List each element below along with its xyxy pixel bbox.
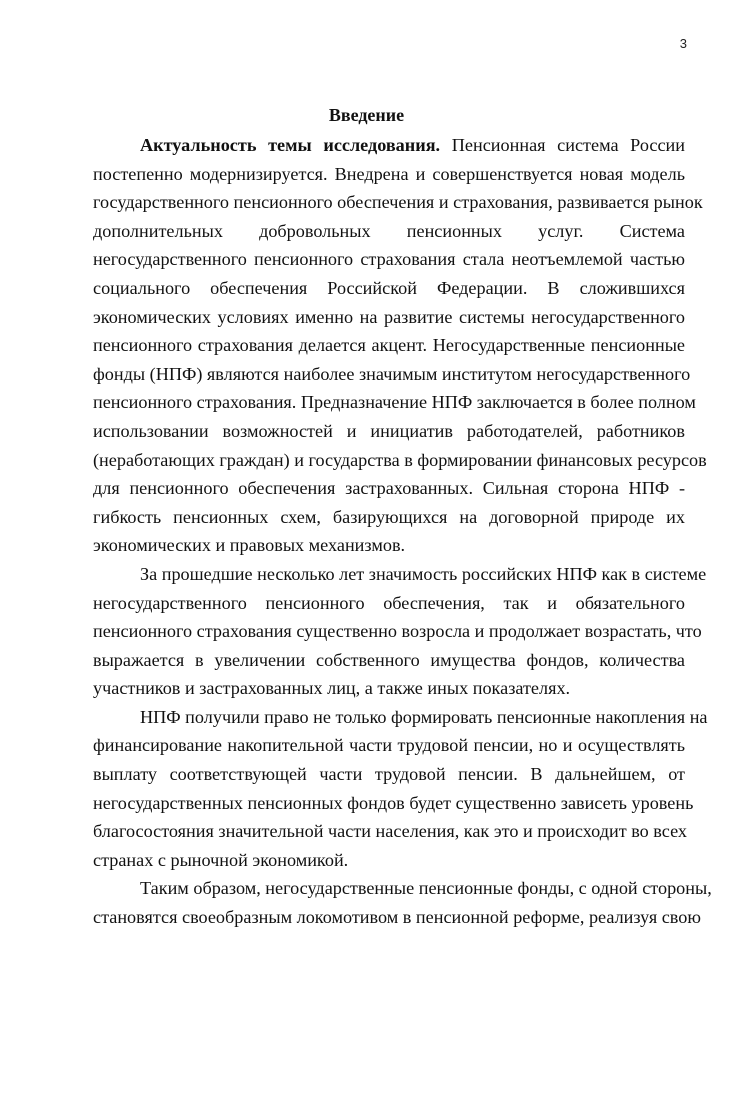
text-line: НПФ получили право не только формировать пенсионные накопления на — [140, 706, 708, 727]
text-line: социального обеспечения Российской Федерации. В сложившихся — [93, 277, 685, 298]
section-heading: Введение — [328, 105, 405, 125]
text-line: экономических и правовых механизмов. — [93, 535, 406, 556]
text-line: выплату соответствующей части трудовой пенсии. В дальнейшем, от — [93, 764, 685, 785]
text-line: использовании возможностей и инициатив работодателей, работников — [93, 420, 685, 441]
paragraph — [93, 874, 712, 931]
text-line: негосударственных пенсионных фондов будет существенно зависеть уровень — [93, 792, 694, 813]
text-line: участников и застрахованных лиц, а также иных показателях. — [93, 678, 571, 699]
paragraph — [93, 131, 707, 560]
text-line: негосударственного пенсионного страхования стала неотъемлемой частью — [93, 249, 685, 270]
text-line: За прошедшие несколько лет значимость российских НПФ как в системе — [140, 563, 707, 584]
text-line: становятся своеобразным локомотивом в пенсионной реформе, реализуя свою — [93, 907, 701, 928]
text-line: дополнительных добровольных пенсионных услуг. Система — [93, 220, 685, 241]
text-line: странах с рыночной экономикой. — [93, 849, 349, 870]
text-line: для пенсионного обеспечения застрахованных. Сильная сторона НПФ - — [93, 478, 685, 499]
paragraph — [93, 560, 707, 703]
text-line: постепенно модернизируется. Внедрена и совершенствуется новая модель — [93, 163, 685, 184]
text-line: благосостояния значительной части населения, как это и происходит во всех — [93, 821, 687, 842]
text-line: выражается в увеличении собственного имущества фондов, количества — [93, 649, 685, 670]
text-line: пенсионного страхования существенно возросла и продолжает возрастать, что — [93, 621, 702, 642]
text-fragment: Пенсионная система России — [440, 135, 685, 155]
text-line — [93, 131, 685, 160]
text-line: экономических условиях именно на развитие системы негосударственного — [93, 306, 685, 327]
text-line: государственного пенсионного обеспечения и страхования, развивается рынок — [93, 192, 703, 213]
text-line: пенсионного страхования. Предназначение НПФ заключается в более полном — [93, 392, 696, 413]
text-line: пенсионного страхования делается акцент. Негосударственные пенсионные — [93, 335, 685, 356]
paragraph — [93, 703, 708, 875]
text-line: Таким образом, негосударственные пенсионные фонды, с одной стороны, — [140, 878, 712, 899]
page-number: 3 — [679, 36, 687, 51]
body-text — [93, 131, 712, 932]
text-line: негосударственного пенсионного обеспечения, так и обязательного — [93, 592, 685, 613]
text-line: фонды (НПФ) являются наиболее значимым институтом негосударственного — [93, 363, 691, 384]
text-line: гибкость пенсионных схем, базирующихся на договорной природе их — [93, 506, 685, 527]
lead-phrase: Актуальность темы исследования. — [140, 135, 441, 155]
text-line: финансирование накопительной части трудовой пенсии, но и осуществлять — [93, 735, 685, 756]
text-line: (неработающих граждан) и государства в формировании финансовых ресурсов — [93, 449, 707, 470]
